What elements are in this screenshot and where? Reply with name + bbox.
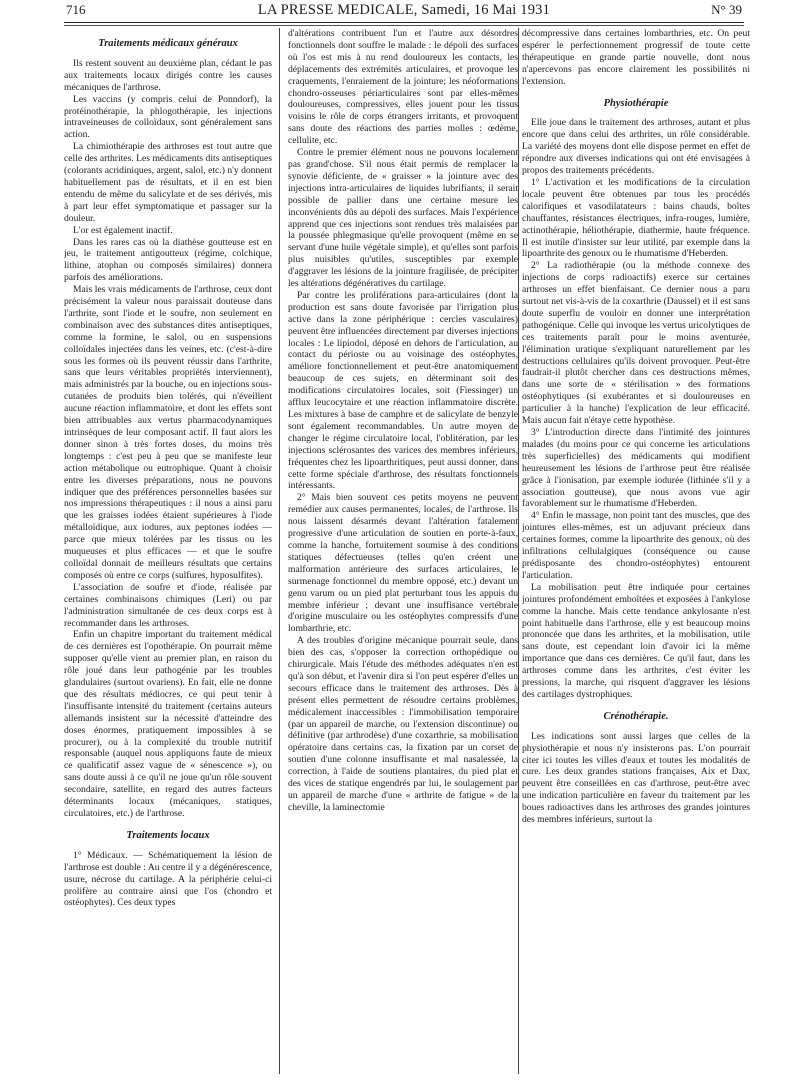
section-heading-crenotherapie: Crénothérapie. xyxy=(603,710,669,722)
header-rule-thin xyxy=(64,25,744,26)
section-heading-traitements-locaux: Traitements locaux xyxy=(126,829,210,841)
paragraph: 2° La radiothérapie (ou la méthode connexe des injections de corps radioactifs) exerce sur certaines arthroses un effet bienfaisant. Ce dernier nous a paru surtout net vis-à-vis de la coxarthrie (Daussel) et il est sans doute superflu de vouloir en donner une interprétation pathogénique. Celle qui invoque les vertus uricolytiques de ces traitements paraît pour le moins aventurée, l'élimination uratique s'expliquant naturellement par les destructions cellulaires qu'ils doivent provoquer. Peut-être faudrait-il plutôt chercher dans ces destructions mêmes, dans une sorte de « stérilisation » des formations ostéophytiques (si exubérantes et si douloureuses en particulier à la hanche) l'explication de leur efficacité. Mais aucun fait n'étaye cette hypothèse. xyxy=(522,260,750,427)
paragraph: A des troubles d'origine mécanique pourrait seule, dans bien des cas, s'opposer la correction orthopédique ou chirurgicale. Mais l'étude des méthodes adéquates n'en est qu'à son début, et l'avenir dira si l'on peut espérer d'elles un secours efficace dans le traitement des arthroses. Dès à présent elles permettent de résoudre certains problèmes, médicalement inaccessibles : l'immobilisation temporaire (par un appareil de marche, ou l'extension discontinue) ou définitive (par arthrodèse) d'une coxarthrie, sa mobilisation opératoire dans certains cas, la fixation par un corset de soutien d'une colonne insuffisante et mal nasalessée, la correction, à l'aide de soutiens plantaires, du pied plat et des vices de statique engendrés par lui, le soulagement par un appareil de marche d'une « arthrite de fatigue » de la cheville, la laminectomie xyxy=(288,635,518,813)
paragraph: Ils restent souvent au deuxième plan, cédant le pas aux traitements locaux dirigés contre les causes mécaniques de l'arthrose. xyxy=(64,57,272,93)
paragraph: Les vaccins (y compris celui de Ponndorf), la protéinothérapie, la phlogothérapie, les injections intraveineuses de colloïdaux, sont généralement sans action. xyxy=(64,93,272,141)
column-divider-1 xyxy=(279,28,280,1074)
paragraph: Elle joue dans le traitement des arthroses, autant et plus encore que dans celui des arthrites, un rôle considérable. La variété des moyens dont elle dispose permet en effet de répondre aux diverses indications qui ont été envisagées à propos des traitements précédents. xyxy=(522,117,750,177)
paragraph: d'altérations contribuent l'un et l'autre aux désordres fonctionnels dont souffre le malade : le dépoli des surfaces où l'os est mis à nu rend douloureux les contacts, les déplacements des extrémités articulaires, et provoque les craquements, l'enraiement de la jointure; les néoformations chondro-osseuses périarticulaires sont par elles-mêmes douloureuses, compressives, elles jouent pour les tissus voisins le rôle de corps étrangers irritants, et provoquent sans doute des réactions des parties molles : œdème, cellulite, etc. xyxy=(288,28,518,147)
page-number: 716 xyxy=(66,2,86,17)
paragraph: 4° Enfin le massage, non point tant des muscles, que des jointures elles-mêmes, est un adjuvant précieux dans certaines formes, comme la lipoarthrite des genoux, où des infiltrations cellulalgiques (conséquence ou cause prédisposante des chondro-ostéophytes) entourent l'articulation. xyxy=(522,510,750,581)
paragraph: Enfin un chapitre important du traitement médical de ces dernières est l'opothérapie. On pourrait même supposer qu'elle vient au premier plan, en raison du rôle joué dans leur pathogénie par les troubles glandulaires (surtout ovariens). En fait, elle ne donne que des résultats médiocres, ce qui peut tenir à l'insuffisante intensité du traitement (certains auteurs allemands insistent sur la nécessité d'atteindre des doses énormes, pratiquement impossibles à se procurer), ou à la complexité du trouble nutritif responsable (auquel nous appliquons faute de mieux ce qualificatif assez vague de « sénescence »), ou sans doute aussi à ce qu'il ne joue qu'un rôle souvent secondaire, satellite, en regard des autres facteurs déterminants locaux (mécaniques, statiques, circulatoires, etc.) de l'arthrose. xyxy=(64,629,272,819)
section-heading-traitements-medicaux: Traitements médicaux généraux xyxy=(98,38,238,49)
paragraph: décompressive dans certaines lombarthries, etc. On peut espérer le perfectionnement progressif de toute cette thérapeutique en grande partie nouvelle, dont nous n'apercevons pas encore clairement les possibilités ni l'extension. xyxy=(522,28,750,87)
paragraph: Les indications sont aussi larges que celles de la physiothérapie et nous n'y insisterons pas. L'on pourrait citer ici toutes les villes d'eaux et toutes les modalités de cure. Les deux grandes stations françaises, Aix et Dax, peuvent être conseillées en cas d'arthrose, peut-être avec une indication particulière en faveur du traitement par les boues radioactives dans les arthroses des grandes jointures des membres inférieurs, surtout la xyxy=(522,730,750,826)
page-header xyxy=(66,2,742,24)
paragraph: La chimiothérapie des arthroses est tout autre que celle des arthrites. Les médicaments dits antiseptiques (colorants acridiniques, argent, salol, etc.) n'y donnent habituellement pas de résultats, et il en est bien entendu de même du salicylate et de ses dérivés, mis à part leur effet symptomatique et passager sur la douleur. xyxy=(64,141,272,224)
paragraph: 3° L'introduction directe dans l'intimité des jointures malades (du moins pour ce qui concerne les articulations très superficielles) des médicaments qui modifient heureusement les lésions de l'arthrose peut être réalisée grâce à l'ionisation, par exemple iodurée (lithinée s'il y a association goutteuse), que nous avons vue agir favorablement sur le rhumatisme d'Heberden. xyxy=(522,427,750,510)
paragraph: 1° L'activation et les modifications de la circulation locale peuvent être obtenues par tous les procédés calorifiques et vasodilatateurs : bains chauds, boîtes chauffantes, résistances électriques, infra-rouges, lumière, actinothérapie, héliothérapie, diathermie, haute fréquence. Il est inutile d'insister sur leur utilité, par exemple dans la lipoarthrite des genoux ou le rhumatisme d'Heberden. xyxy=(522,176,750,260)
paragraph: 1° Médicaux. — Schématiquement la lésion de l'arthrose est double : Au centre il y a dégénérescence, usure, nécrose du cartilage. A la périphérie celui-ci prolifère au contraire ainsi que l'os (chondro et ostéophytes). Ces deux types xyxy=(64,849,272,909)
paragraph: Mais les vrais médicaments de l'arthrose, ceux dont précisément la valeur nous paraissait douteuse dans l'arthrite, sont l'iode et le soufre, non seulement en combinaison avec des substances dites antiseptiques, comme la formine, le salol, ou en suspensions colloïdales injectées dans les veines, etc. (c'est-à-dire sous les formes où ils peuvent réussir dans l'arthrite, sans que leurs véritables propriétés interviennent), mais administrés par la bouche, ou en injections sous-cutanées de produits bien tolérés, qui n'éveillent aucune réaction inflammatoire, et dont les effets sont bien attribuables aux vertus pharmacodynamiques intrinsèques de leur composant actif. Il faut alors les donner sinon à très fortes doses, du moins très longtemps : c'est peu à peu que se manifeste leur action métabolique ou eutrophique. Quant à choisir entre les diverses préparations, nous ne pouvons indiquer que des préférences personnelles basées sur nos impressions thérapeutiques : il nous a ainsi paru que les graisses iodées étaient supérieures à l'iode métalloïdique, aux iodures, aux peptones iodées — parce que mieux tolérées par les tissus ou les muqueuses et plus efficaces — et que le soufre colloïdal donnait de meilleurs résultats que certains composés où entre ce corps (sulfures, hyposulfites). xyxy=(64,284,272,581)
paragraph: L'association de soufre et d'iode, réalisée par certaines combinaisons chimiques (Leri) ou par l'administration simultanée de ces deux corps est à recommander dans les arthroses. xyxy=(64,581,272,629)
column-divider-2 xyxy=(518,28,519,1074)
issue-number: N° 39 xyxy=(711,2,742,17)
paragraph: Par contre les proliférations para-articulaires (dont la production est sans doute favorisée par l'irrigation plus active dans la zone périphérique : cercles vasculaires) peuvent être influencées directement par diverses injections locales : Le lipiodol, déposé en dehors de l'articulation, au contact du périoste ou au voisinage des ostéophytes, améliore fonctionnellement et peut-être anatomiquement beaucoup de ces sujets, en déterminant soit des modifications circulatoires locales, soit (Fiessinger) un afflux leucocytaire et une réaction inflammatoire discrète. Les mixtures à base de camphre et de salicylate de benzyle sont également recommandables. Un autre moyen de changer le régime circulatoire local, l'oblitération, par les injections sclérosantes des varices des membres inférieurs, fréquentes chez les lipoarthritiques, peut aussi donner, dans cette forme spéciale d'arthrose, des résultats fonctionnels intéressants. xyxy=(288,289,518,492)
paragraph: 2° Mais bien souvent ces petits moyens ne peuvent remédier aux causes permanentes, locales, de l'arthrose. Ils nous laissent désarmés devant l'altération fatalement progressive d'une articulation de soutien en porte-à-faux, comme la hanche, fortuitement soumise à des conditions statiques défectueuses (telles qu'en créent une malformation antérieure des surfaces articulaires, le surmenage fonctionnel du membre opposé, etc.) devant un genu varum ou un pied plat perturbant tous les appuis du membre inférieur ; devant une insuffisance vertébrale d'origine musculaire ou les ostéophytes compressifs d'une lombarthrie, etc. xyxy=(288,492,518,635)
paragraph: L'or est également inactif. xyxy=(73,224,173,236)
journal-title: LA PRESSE MEDICALE, Samedi, 16 Mai 1931 xyxy=(257,2,551,18)
paragraph: Dans les rares cas où la diathèse goutteuse est en jeu, le traitement antigoutteux (régime, colchique, lithine, atophan ou composés similaires) donnera parfois des améliorations. xyxy=(64,236,272,284)
paragraph: La mobilisation peut être indiquée pour certaines jointures profondément emboîtées et exposées à l'ankylose comme la hanche. Mais cette tendance ankylosante n'est point habituelle dans l'arthrose, elle y est beaucoup moins prononcée que dans les arthrites, et la mobilisation, utile sans doute, est cependant loin d'avoir ici la même importance que dans ces dernières. Ce qu'il faut, dans les arthroses comme dans les arthrites, c'est éviter les pressions, la marche, qui risquent d'aggraver les lésions des cartilages dystrophiques. xyxy=(522,581,750,700)
paragraph: Contre le premier élément nous ne pouvons localement pas grand'chose. S'il nous était permis de remplacer la synovie déficiente, de « graisser » la jointure avec des injections intra-articulaires de liquides lubrifiants, il serait possible de pallier dans une certaine mesure les inconvénients dûs au dépoli des surfaces. Mais l'expérience apprend que ces injections sont rendues très malaisées par la poussée phlegmasique qu'elle provoquent (même en se servant d'une huile végétale simple), et qu'elles sont parfois plus nuisibles qu'utiles, susceptibles par exemple d'aggraver les lésions de la jointure fragilisée, de précipiter les altérations dégénératives du cartilage. xyxy=(288,147,518,290)
column-3 xyxy=(522,28,750,1074)
header-rule xyxy=(64,22,744,23)
column-2 xyxy=(288,28,518,1074)
section-heading-physiotherapie: Physiothérapie xyxy=(603,97,669,109)
column-1 xyxy=(64,28,272,1074)
